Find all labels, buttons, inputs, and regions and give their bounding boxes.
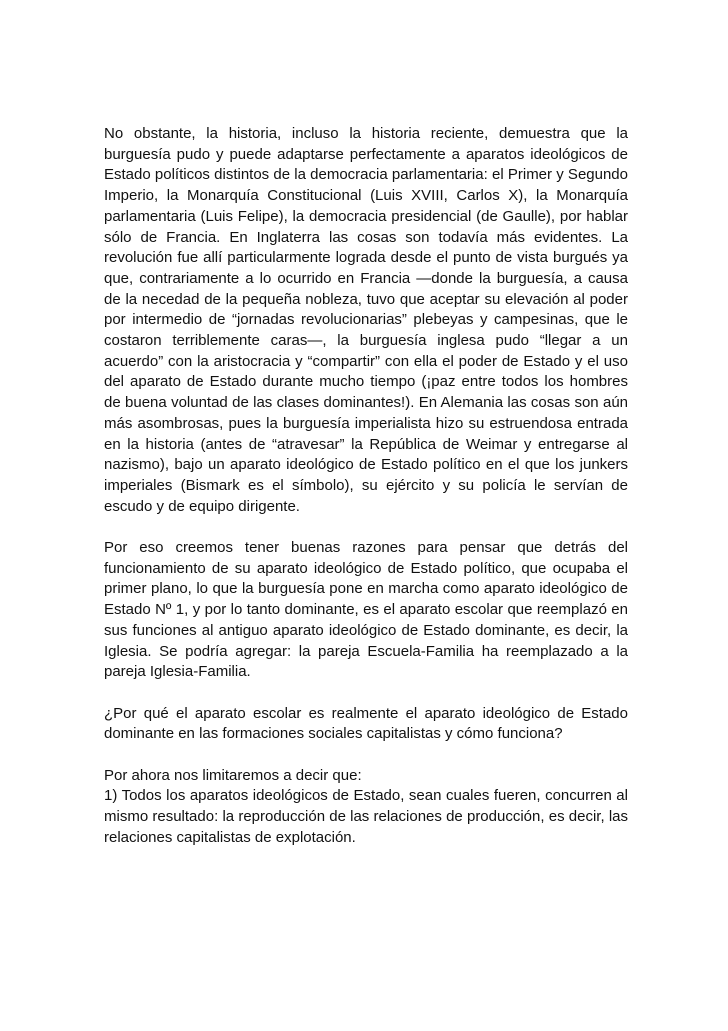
paragraph-1: No obstante, la historia, incluso la historia reciente, demuestra que la burguesía pudo y puede adaptarse perfectamente a aparatos ideológicos de Estado políticos distintos de la democracia parlamentaria: el Primer y Segundo Imperio, la Monarquía Constitucional (Luis XVIII, Carlos X), la Monarquía parlamentaria (Luis Felipe), la democracia presidencial (de Gaulle), por hablar sólo de Francia. En Inglaterra las cosas son todavía más evidentes. La revolución fue allí particularmente lograda desde el punto de vista burgués ya que, contrariamente a lo ocurrido en Francia —donde la burguesía, a causa de la necedad de la pequeña nobleza, tuvo que aceptar su elevación al poder por intermedio de “jornadas revolucionarias” plebeyas y campesinas, que le costaron terriblemente caras—, la burguesía inglesa pudo “llegar a un acuerdo” con la aristocracia y “compartir” con ella el poder de Estado y el uso del aparato de Estado durante mucho tiempo (¡paz entre todos los hombres de buena voluntad de las clases dominantes!). En Alemania las cosas son aún más asombrosas, pues la burguesía imperialista hizo su estruendosa entrada en la historia (antes de “atravesar” la República de Weimar y entregarse al nazismo), bajo un aparato ideológico de Estado político en el que los junkers imperiales (Bismark es el símbolo), su ejército y su policía le servían de escudo y de equipo dirigente.	[104, 125, 628, 515]
paragraph-4	[104, 766, 628, 849]
paragraph-4-intro: Por ahora nos limitaremos a decir que:	[104, 766, 362, 784]
paragraph-2: Por eso creemos tener buenas razones para pensar que detrás del funcionamiento de su aparato ideológico de Estado político, que ocupaba el primer plano, lo que la burguesía pone en marcha como aparato ideológico de Estado Nº 1, y por lo tanto dominante, es el aparato escolar que reemplazó en sus funciones al antiguo aparato ideológico de Estado dominante, es decir, la Iglesia. Se podría agregar: la pareja Escuela-Familia ha reemplazado a la pareja Iglesia-Familia.	[104, 539, 628, 681]
document-page	[104, 124, 628, 849]
paragraph-3: ¿Por qué el aparato escolar es realmente el aparato ideológico de Estado dominante en las formaciones sociales capitalistas y cómo funciona?	[104, 704, 628, 743]
paragraph-4-body: 1) Todos los aparatos ideológicos de Estado, sean cuales fueren, concurren al mismo resultado: la reproducción de las relaciones de producción, es decir, las relaciones capitalistas de explotación.	[104, 787, 628, 846]
